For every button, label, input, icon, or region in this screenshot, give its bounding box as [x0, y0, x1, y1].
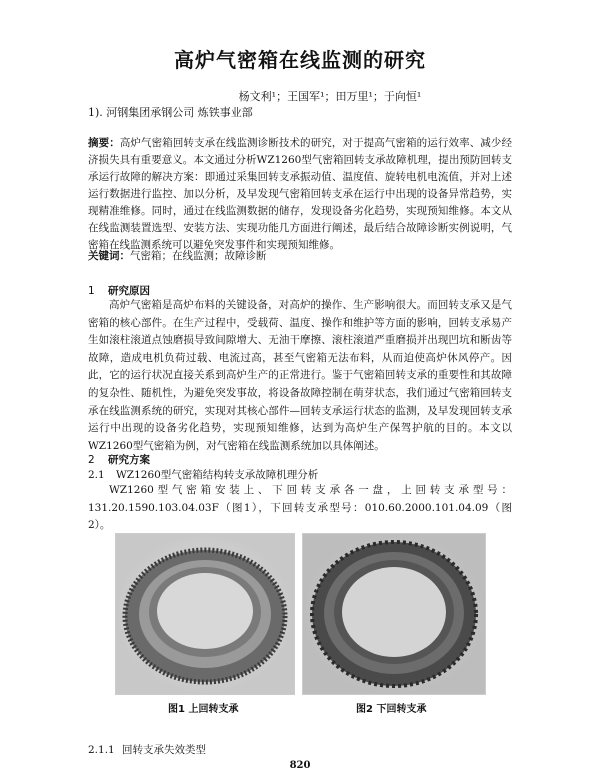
lower-slewing-bearing-photo [303, 534, 485, 694]
keywords-label: 关键词： [88, 250, 130, 262]
subsection-2-1-title: WZ1260型气密箱结构转支承故障机理分析 [116, 469, 319, 481]
abstract-text: 高炉气密箱回转支承在线监测诊断技术的研究，对于提高气密箱的运行效率、减少经济损失具有重要意义。本文通过分析WZ1260型气密箱回转支承故障机理，提出预防回转支承运行故障的解决方案：即通过采集回转支承振动值、温度值、旋转电机电流值，并对上述运行数据进行监控、加以分析，及早发现气密箱回转支承在运行中出现的设备异常趋势，实现精准维修。同时，通过在线监测数据的储存，发现设备劣化趋势，实现预知维修。本文从在线监测装置选型、安装方法、实现功能几方面进行阐述，最后结合故障诊断实例说明，气密箱在线监测系统可以避免突发事件和实现预知维修。 [88, 137, 513, 251]
figure-2-photo [302, 533, 486, 695]
keywords [88, 248, 512, 263]
subsection-2-1-1-number: 2.1.1 [88, 744, 115, 756]
section-1-heading [88, 283, 150, 298]
figure-1-caption: 图1 上回转支承 [168, 704, 239, 715]
section-2-paragraph: WZ1260型气密箱安装上、下回转支承各一盘，上回转支承型号：131.20.1590.103.04.03F（图1），下回转支承型号：010.60.2000.101.04.09（图2）。 [88, 484, 512, 532]
section-1-number: 1 [88, 285, 95, 297]
affiliation: 1). 河钢集团承钢公司 炼铁事业部 [88, 106, 253, 119]
section-2-heading [88, 452, 150, 467]
section-1-paragraph: 高炉气密箱是高炉布料的关键设备，对高炉的操作、生产影响很大。而回转支承又是气密箱的核心部件。在生产过程中，受载荷、温度、操作和维护等方面的影响，回转支承易产生如滚柱滚道点蚀磨损导致间隙增大、无油干摩擦、滚柱滚道严重磨损并出现凹坑和断齿等故障，造成电机负荷过载、电流过高，甚至气密箱无法布料，从而迫使高炉休风停产。因此，它的运行状况直接关系到高炉生产的正常进行。鉴于气密箱回转支承的重要性和其故障的复杂性、随机性，为避免突发事故，将设备故障控制在萌芽状态，我们通过气密箱回转支承在线监测系统的研究，实现对其核心部件—回转支承运行状态的监测，及早发现回转支承运行中出现的设备劣化趋势，实现预知维修，达到为高炉生产保驾护航的目的。本文以WZ1260型气密箱为例，对气密箱在线监测系统加以具体阐述。 [88, 299, 512, 452]
paper-title: 高炉气密箱在线监测的研究 [174, 48, 426, 72]
section-1-title: 研究原因 [108, 285, 150, 297]
abstract-label: 摘要： [88, 137, 120, 149]
page-number: 820 [289, 760, 311, 771]
subsection-2-1-1-heading [88, 742, 206, 757]
section-2-title: 研究方案 [108, 454, 150, 466]
subsection-2-1-number: 2.1 [88, 469, 105, 481]
figure-1-photo [115, 533, 295, 695]
author-list: 杨文利¹；王国军¹；田万里¹；于向恒¹ [238, 90, 422, 103]
keywords-text: 气密箱；在线监测；故障诊断 [130, 250, 267, 262]
abstract [88, 135, 512, 254]
figure-2-caption: 图2 下回转支承 [356, 704, 427, 715]
section-2-number: 2 [88, 454, 95, 466]
upper-slewing-bearing-photo [116, 534, 294, 694]
subsection-2-1-heading [88, 467, 318, 482]
subsection-2-1-1-title: 回转支承失效类型 [122, 744, 206, 756]
